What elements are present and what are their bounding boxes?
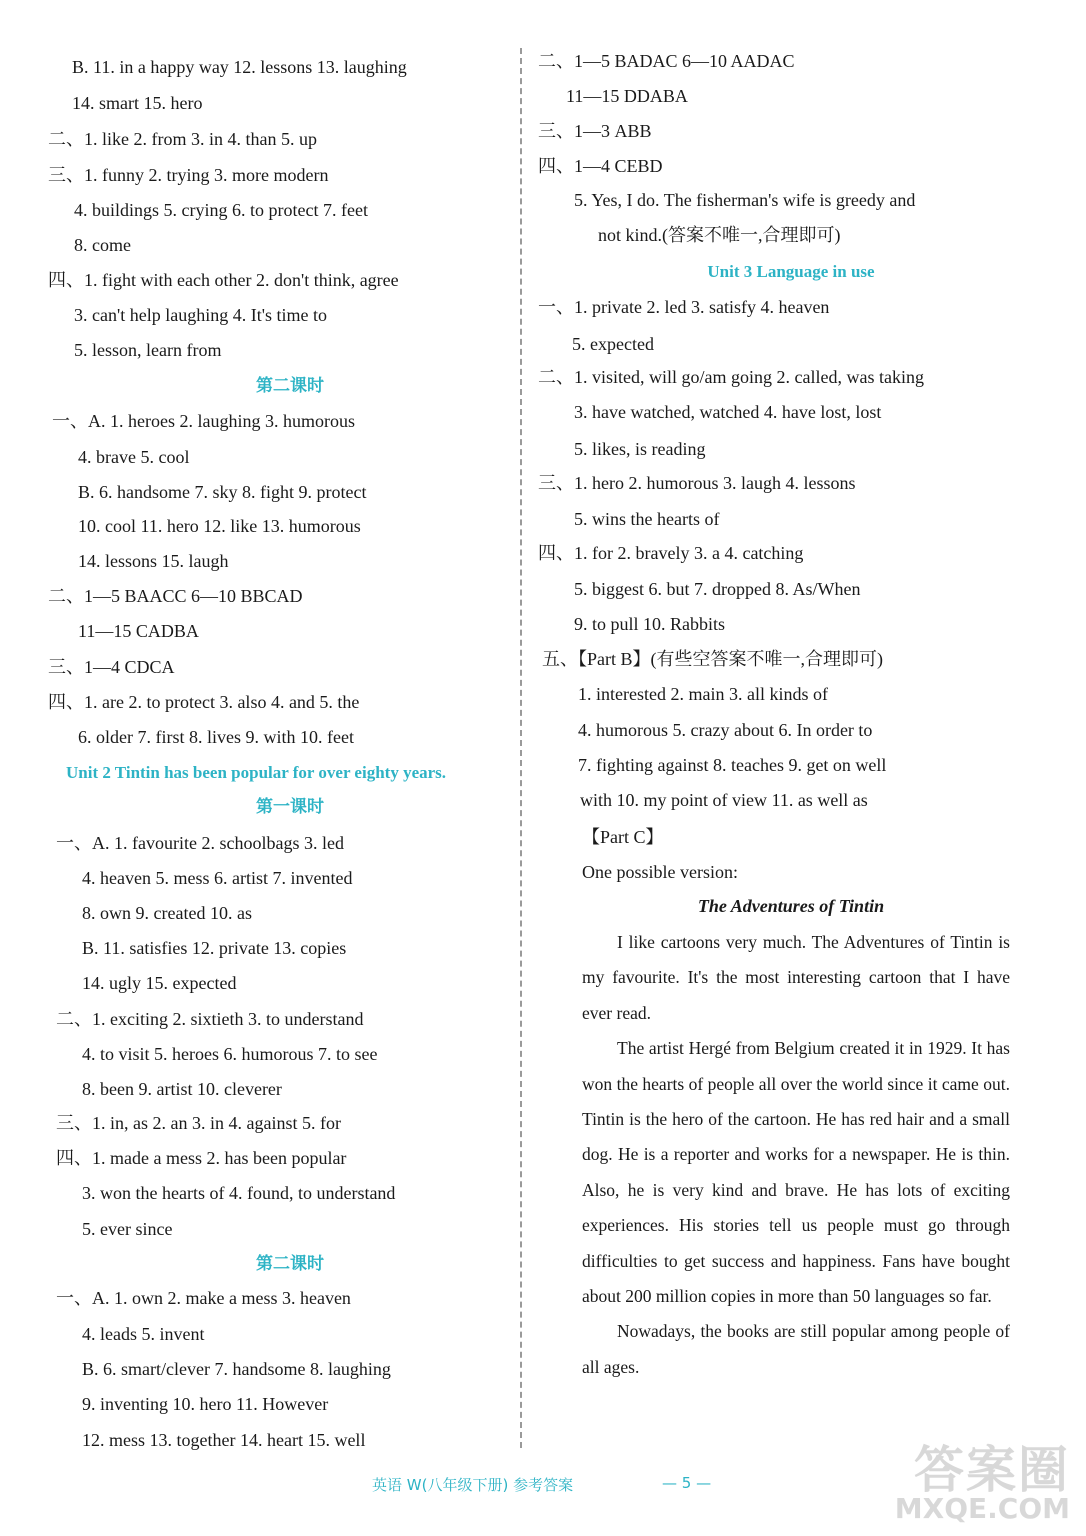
right-answer-line: 5. wins the hearts of — [574, 509, 720, 529]
right-answer-line: not kind.(答案不唯一,合理即可) — [598, 225, 841, 245]
right-answer-line: 5. Yes, I do. The fisherman's wife is greedy and — [574, 190, 916, 210]
right-answer-line: 5. expected — [572, 334, 654, 354]
right-answer-line: 4. humorous 5. crazy about 6. In order to — [578, 720, 873, 740]
footer-label: 英语 W(八年级下册) 参考答案 — [372, 1476, 574, 1494]
page-number: — 5 — — [662, 1474, 712, 1492]
watermark-text: 答案圈 — [914, 1441, 1070, 1499]
right-answer-line: 7. fighting against 8. teaches 9. get on well — [578, 755, 887, 775]
watermark-logo — [876, 1430, 1076, 1530]
essay-paragraph-1: I like cartoons very much. The Adventures of Tintin is my favourite. It's the most interesting cartoon that I have ever read. — [582, 932, 1010, 1023]
left-answer-line: 四、1. made a mess 2. has been popular — [56, 1148, 347, 1168]
left-answer-line: B. 6. smart/clever 7. handsome 8. laughing — [82, 1359, 391, 1379]
left-answer-line: 9. inventing 10. hero 11. However — [82, 1394, 329, 1414]
right-answer-line: 四、1. for 2. bravely 3. a 4. catching — [538, 543, 804, 563]
right-answer-line: 一、1. private 2. led 3. satisfy 4. heaven — [538, 297, 830, 317]
left-answer-line: 14. lessons 15. laugh — [78, 551, 229, 571]
right-answer-line: 五、【Part B】(有些空答案不唯一,合理即可) — [542, 649, 883, 669]
left-answer-line: 14. ugly 15. expected — [82, 973, 237, 993]
right-answer-line: with 10. my point of view 11. as well as — [580, 790, 868, 810]
left-answer-line: 二、1—5 BAACC 6—10 BBCAD — [48, 586, 303, 606]
left-answer-line: 14. smart 15. hero — [72, 93, 203, 113]
watermark-url: MXQE.COM — [894, 1492, 1070, 1525]
right-answer-line: 3. have watched, watched 4. have lost, lost — [574, 402, 882, 422]
left-answer-line: 第二课时 — [256, 1254, 324, 1273]
left-answer-line: 第一课时 — [256, 797, 324, 816]
left-answer-line: 4. brave 5. cool — [78, 447, 190, 467]
right-answer-line: 11—15 DDABA — [566, 86, 688, 106]
left-answer-line: Unit 2 Tintin has been popular for over eighty years. — [66, 763, 447, 782]
right-answer-line: 5. likes, is reading — [574, 439, 706, 459]
left-answer-line: 12. mess 13. together 14. heart 15. well — [82, 1430, 366, 1450]
left-answer-line: 8. own 9. created 10. as — [82, 903, 252, 923]
left-answer-line: 4. heaven 5. mess 6. artist 7. invented — [82, 868, 353, 888]
left-answer-line: 一、A. 1. favourite 2. schoolbags 3. led — [56, 833, 344, 853]
left-answer-line: 8. been 9. artist 10. cleverer — [82, 1079, 282, 1099]
right-answer-line: 三、1. hero 2. humorous 3. laugh 4. lessons — [538, 473, 856, 493]
left-answer-line: 一、A. 1. heroes 2. laughing 3. humorous — [52, 411, 355, 431]
left-answer-line: 三、1—4 CDCA — [48, 657, 175, 677]
left-answer-line: 4. buildings 5. crying 6. to protect 7. feet — [74, 200, 368, 220]
left-answer-line: B. 11. in a happy way 12. lessons 13. laughing — [72, 57, 407, 77]
right-answer-line: 9. to pull 10. Rabbits — [574, 614, 726, 634]
right-answer-line: 1. interested 2. main 3. all kinds of — [578, 684, 828, 704]
left-answer-line: 四、1. fight with each other 2. don't think, agree — [48, 270, 399, 290]
left-answer-line: 4. to visit 5. heroes 6. humorous 7. to see — [82, 1044, 378, 1064]
left-answer-line: 一、A. 1. own 2. make a mess 3. heaven — [56, 1288, 351, 1308]
left-answer-line: 三、1. in, as 2. an 3. in 4. against 5. for — [56, 1113, 341, 1133]
left-answer-line: 三、1. funny 2. trying 3. more modern — [48, 165, 329, 185]
right-answer-line: 5. biggest 6. but 7. dropped 8. As/When — [574, 579, 861, 599]
essay-body — [582, 925, 1010, 1385]
right-answer-line: The Adventures of Tintin — [697, 896, 885, 916]
left-answer-line: 8. come — [74, 235, 131, 255]
right-answer-line: One possible version: — [582, 862, 738, 882]
right-answer-line: 三、1—3 ABB — [538, 121, 652, 141]
left-answer-line: 3. won the hearts of 4. found, to understand — [82, 1183, 396, 1203]
left-answer-line: 第二课时 — [256, 376, 324, 395]
left-answer-line: 四、1. are 2. to protect 3. also 4. and 5. the — [48, 692, 360, 712]
left-answer-line: 5. ever since — [82, 1219, 173, 1239]
right-answer-line: 四、1—4 CEBD — [538, 156, 663, 176]
left-answer-line: 11—15 CADBA — [78, 621, 199, 641]
left-answer-line: 二、1. like 2. from 3. in 4. than 5. up — [48, 129, 317, 149]
left-answer-line: B. 6. handsome 7. sky 8. fight 9. protect — [78, 482, 367, 502]
right-answer-line: 【Part C】 — [582, 827, 664, 847]
right-answer-line: 二、1—5 BADAC 6—10 AADAC — [538, 51, 795, 71]
right-answer-line: Unit 3 Language in use — [707, 262, 875, 281]
left-answer-line: 10. cool 11. hero 12. like 13. humorous — [78, 516, 361, 536]
essay-paragraph-2: The artist Hergé from Belgium created it in 1929. It has won the hearts of people all over the world since it came out. Tintin is the hero of the cartoon. He has red hair and a small dog. He is a reporter and works for a newspaper. He is thin. Also, he is very kind and brave. He has lots of exciting experiences. His stories tell us people must go through difficulties to get success and happiness. Fans have bought about 200 million copies in more than 50 languages so far. — [582, 1038, 1010, 1307]
left-answer-line: 二、1. exciting 2. sixtieth 3. to understand — [56, 1009, 364, 1029]
left-answer-line: 4. leads 5. invent — [82, 1324, 205, 1344]
left-answer-line: 3. can't help laughing 4. It's time to — [74, 305, 327, 325]
left-answer-line: 6. older 7. first 8. lives 9. with 10. feet — [78, 727, 354, 747]
right-answer-line: 二、1. visited, will go/am going 2. called, was taking — [538, 367, 924, 387]
essay-paragraph-3: Nowadays, the books are still popular among people of all ages. — [582, 1321, 1010, 1377]
column-divider — [520, 48, 522, 1448]
left-answer-line: B. 11. satisfies 12. private 13. copies — [82, 938, 347, 958]
left-answer-line: 5. lesson, learn from — [74, 340, 222, 360]
